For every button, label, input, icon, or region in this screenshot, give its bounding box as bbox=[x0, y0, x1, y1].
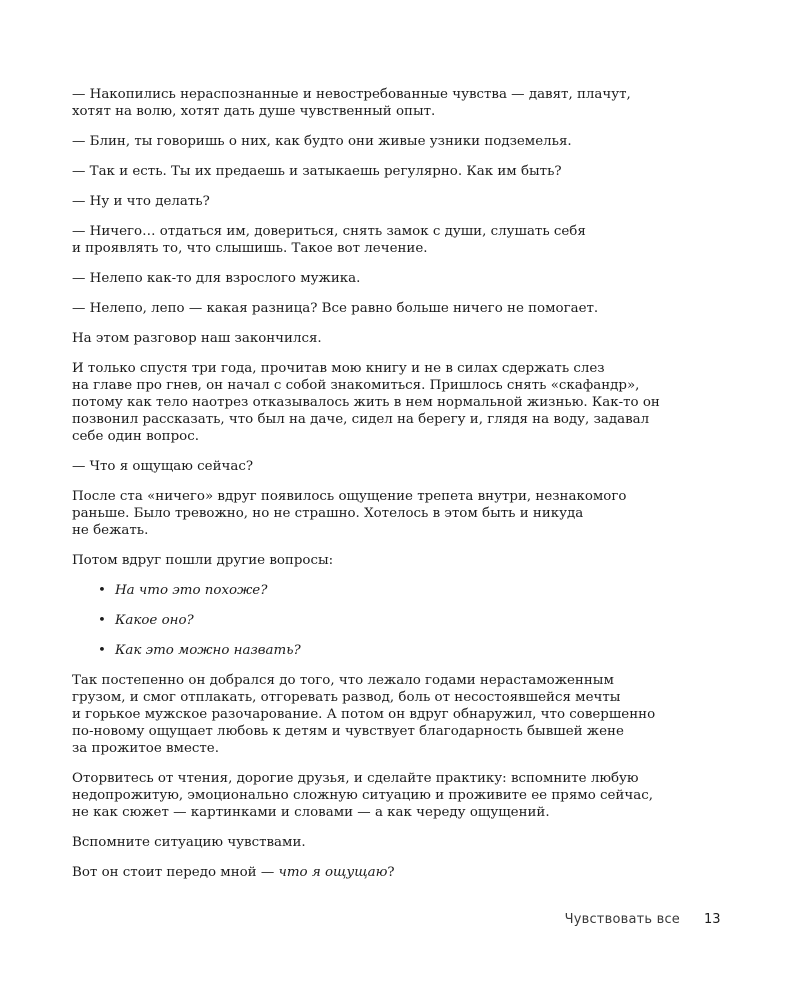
text-line: — Ну и что делать? bbox=[72, 194, 210, 209]
text-line bbox=[72, 864, 712, 881]
text-line: недопрожитую, эмоционально сложную ситуацию и проживите ее прямо сейчас, bbox=[72, 788, 653, 803]
text-line: — Нелепо, лепо — какая разница? Все равно больше ничего не помогает. bbox=[72, 301, 599, 316]
text-line: за прожитое вместе. bbox=[72, 741, 219, 756]
question-item bbox=[72, 642, 712, 659]
text-line: — Нелепо как-то для взрослого мужика. bbox=[72, 271, 361, 286]
paragraph bbox=[72, 270, 712, 287]
text-line: И только спустя три года, прочитав мою книгу и не в силах сдержать слез bbox=[72, 361, 605, 376]
text-run: Вот он стоит передо мной — bbox=[72, 865, 279, 880]
question-text: Как это можно назвать? bbox=[115, 643, 301, 658]
italic-text-run: что я ощущаю bbox=[278, 865, 388, 880]
question-item bbox=[72, 582, 712, 599]
bullet: • bbox=[98, 643, 106, 658]
page-footer bbox=[0, 912, 800, 932]
paragraph bbox=[72, 834, 712, 851]
paragraph bbox=[72, 770, 712, 821]
text-line: грузом, и смог отплакать, отгоревать развод, боль от несостоявшейся мечты bbox=[72, 690, 621, 705]
text-line: не бежать. bbox=[72, 523, 149, 538]
paragraph bbox=[72, 488, 712, 539]
text-line: — Что я ощущаю сейчас? bbox=[72, 459, 254, 474]
bullet: • bbox=[98, 613, 106, 628]
question-text: На что это похоже? bbox=[115, 583, 268, 598]
text-line: на главе про гнев, он начал с собой знакомиться. Пришлось снять «скафандр», bbox=[72, 378, 640, 393]
paragraph bbox=[72, 163, 712, 180]
body-text bbox=[72, 86, 712, 894]
paragraph bbox=[72, 552, 712, 569]
text-line: — Так и есть. Ты их предаешь и затыкаешь регулярно. Как им быть? bbox=[72, 164, 562, 179]
paragraph bbox=[72, 672, 712, 757]
question-text: Какое оно? bbox=[115, 613, 194, 628]
text-line: Так постепенно он добрался до того, что лежало годами нерастаможенным bbox=[72, 673, 614, 688]
text-line: хотят на волю, хотят дать душе чувственный опыт. bbox=[72, 104, 436, 119]
paragraph bbox=[72, 360, 712, 445]
paragraph bbox=[72, 300, 712, 317]
question-list bbox=[72, 582, 712, 659]
text-line: — Блин, ты говоришь о них, как будто они живые узники подземелья. bbox=[72, 134, 572, 149]
paragraph bbox=[72, 193, 712, 210]
paragraph bbox=[72, 86, 712, 120]
text-line: по-новому ощущает любовь к детям и чувствует благодарность бывшей жене bbox=[72, 724, 624, 739]
text-line: позвонил рассказать, что был на даче, сидел на берегу и, глядя на воду, задавал bbox=[72, 412, 650, 427]
paragraph bbox=[72, 458, 712, 475]
text-run: ? bbox=[387, 865, 395, 880]
text-line: потому как тело наотрез отказывалось жить в нем нормальной жизнью. Как-то он bbox=[72, 395, 660, 410]
bullet: • bbox=[98, 583, 106, 598]
text-line: Оторвитесь от чтения, дорогие друзья, и сделайте практику: вспомните любую bbox=[72, 771, 639, 786]
text-line: раньше. Было тревожно, но не страшно. Хотелось в этом быть и никуда bbox=[72, 506, 584, 521]
text-line: себе один вопрос. bbox=[72, 429, 199, 444]
text-line: Вспомните ситуацию чувствами. bbox=[72, 835, 306, 850]
text-line: и горькое мужское разочарование. А потом он вдруг обнаружил, что совершенно bbox=[72, 707, 656, 722]
paragraph bbox=[72, 133, 712, 150]
text-line: После ста «ничего» вдруг появилось ощущение трепета внутри, незнакомого bbox=[72, 489, 627, 504]
text-line: — Накопились нераспознанные и невостребованные чувства — давят, плачут, bbox=[72, 87, 631, 102]
text-line: и проявлять то, что слышишь. Такое вот лечение. bbox=[72, 241, 428, 256]
running-title: Чувствовать все bbox=[564, 912, 680, 927]
paragraph bbox=[72, 330, 712, 347]
paragraph bbox=[72, 864, 712, 881]
page-number: 13 bbox=[704, 912, 721, 927]
paragraph bbox=[72, 223, 712, 257]
text-line: На этом разговор наш закончился. bbox=[72, 331, 322, 346]
question-item bbox=[72, 612, 712, 629]
text-line: — Ничего… отдаться им, довериться, снять замок с души, слушать себя bbox=[72, 224, 586, 239]
text-line: Потом вдруг пошли другие вопросы: bbox=[72, 553, 334, 568]
text-line: не как сюжет — картинками и словами — а как череду ощущений. bbox=[72, 805, 550, 820]
